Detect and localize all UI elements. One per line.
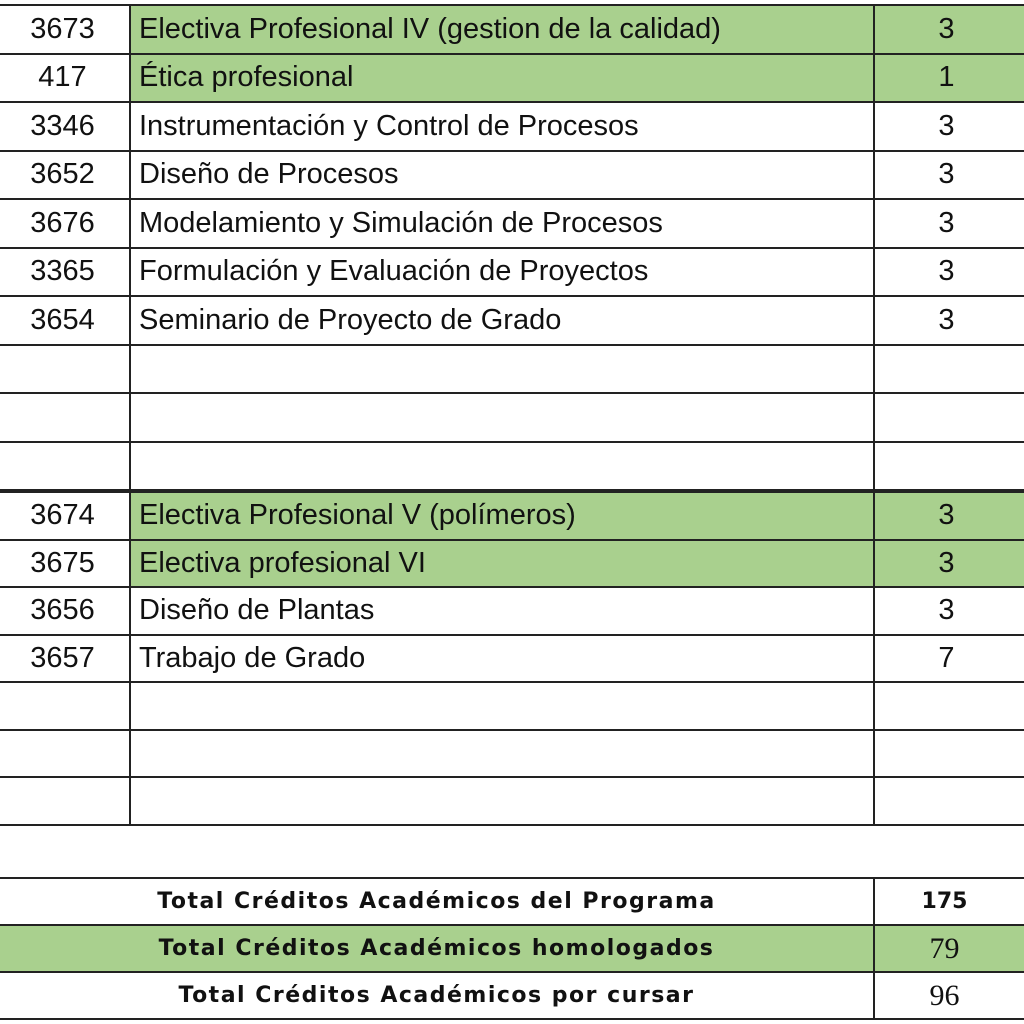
course-credits-cell: 7 bbox=[874, 635, 1024, 683]
course-name-cell bbox=[130, 393, 874, 442]
course-credits-cell: 3 bbox=[874, 540, 1024, 588]
course-code-cell bbox=[0, 393, 130, 442]
table-row bbox=[0, 54, 1024, 103]
total-value: 96 bbox=[874, 972, 1024, 1019]
course-credits-cell: 3 bbox=[874, 296, 1024, 345]
course-credits-cell: 3 bbox=[874, 151, 1024, 200]
course-code-cell bbox=[0, 345, 130, 394]
course-code-cell: 3676 bbox=[0, 199, 130, 248]
course-credits-cell bbox=[874, 442, 1024, 491]
course-name-cell: Modelamiento y Simulación de Procesos bbox=[130, 199, 874, 248]
course-name-cell: Diseño de Procesos bbox=[130, 151, 874, 200]
course-name-cell bbox=[130, 777, 874, 825]
table-row bbox=[0, 199, 1024, 248]
course-credits-cell bbox=[874, 730, 1024, 778]
table-row bbox=[0, 492, 1024, 540]
course-name-cell: Formulación y Evaluación de Proyectos bbox=[130, 248, 874, 297]
total-label: Total Créditos Académicos homologados bbox=[0, 925, 874, 972]
course-credits-cell bbox=[874, 682, 1024, 730]
table-row bbox=[0, 682, 1024, 730]
course-code-cell: 3654 bbox=[0, 296, 130, 345]
course-name-cell: Ética profesional bbox=[130, 54, 874, 103]
course-name-cell bbox=[130, 442, 874, 491]
total-row-remaining bbox=[0, 972, 1024, 1019]
course-code-cell bbox=[0, 777, 130, 825]
table-row bbox=[0, 635, 1024, 683]
totals-body bbox=[0, 878, 1024, 1019]
total-label: Total Créditos Académicos por cursar bbox=[0, 972, 874, 1019]
course-credits-cell bbox=[874, 393, 1024, 442]
course-code-cell: 3674 bbox=[0, 492, 130, 540]
table-row bbox=[0, 296, 1024, 345]
course-name-cell: Diseño de Plantas bbox=[130, 587, 874, 635]
course-name-cell bbox=[130, 682, 874, 730]
total-value: 175 bbox=[874, 878, 1024, 925]
table-row bbox=[0, 587, 1024, 635]
total-label: Total Créditos Académicos del Programa bbox=[0, 878, 874, 925]
course-code-cell: 3673 bbox=[0, 5, 130, 54]
courses-table-block-2 bbox=[0, 491, 1024, 826]
courses-block-2-body bbox=[0, 492, 1024, 825]
course-name-cell: Trabajo de Grado bbox=[130, 635, 874, 683]
course-code-cell: 3657 bbox=[0, 635, 130, 683]
total-row-program bbox=[0, 878, 1024, 925]
course-code-cell: 3656 bbox=[0, 587, 130, 635]
course-credits-cell: 3 bbox=[874, 492, 1024, 540]
table-row bbox=[0, 730, 1024, 778]
course-code-cell: 417 bbox=[0, 54, 130, 103]
course-credits-cell bbox=[874, 345, 1024, 394]
course-code-cell: 3346 bbox=[0, 102, 130, 151]
course-code-cell bbox=[0, 682, 130, 730]
course-credits-cell: 3 bbox=[874, 248, 1024, 297]
table-row bbox=[0, 777, 1024, 825]
course-name-cell: Seminario de Proyecto de Grado bbox=[130, 296, 874, 345]
table-row bbox=[0, 345, 1024, 394]
course-credits-cell bbox=[874, 777, 1024, 825]
table-row bbox=[0, 248, 1024, 297]
total-row-homologated bbox=[0, 925, 1024, 972]
course-code-cell: 3675 bbox=[0, 540, 130, 588]
course-name-cell: Electiva Profesional IV (gestion de la calidad) bbox=[130, 5, 874, 54]
course-credits-cell: 3 bbox=[874, 5, 1024, 54]
courses-table-block-1 bbox=[0, 4, 1024, 492]
course-credits-cell: 3 bbox=[874, 199, 1024, 248]
course-name-cell bbox=[130, 730, 874, 778]
course-credits-cell: 3 bbox=[874, 587, 1024, 635]
course-code-cell: 3652 bbox=[0, 151, 130, 200]
table-row bbox=[0, 5, 1024, 54]
course-name-cell bbox=[130, 345, 874, 394]
course-name-cell: Electiva profesional VI bbox=[130, 540, 874, 588]
totals-table bbox=[0, 877, 1024, 1020]
course-code-cell bbox=[0, 442, 130, 491]
table-row bbox=[0, 393, 1024, 442]
course-code-cell: 3365 bbox=[0, 248, 130, 297]
table-row bbox=[0, 102, 1024, 151]
table-row bbox=[0, 540, 1024, 588]
course-name-cell: Instrumentación y Control de Procesos bbox=[130, 102, 874, 151]
course-credits-cell: 1 bbox=[874, 54, 1024, 103]
course-name-cell: Electiva Profesional V (polímeros) bbox=[130, 492, 874, 540]
table-row bbox=[0, 442, 1024, 491]
course-code-cell bbox=[0, 730, 130, 778]
table-row bbox=[0, 151, 1024, 200]
course-credits-cell: 3 bbox=[874, 102, 1024, 151]
courses-block-1-body bbox=[0, 5, 1024, 490]
total-value: 79 bbox=[874, 925, 1024, 972]
